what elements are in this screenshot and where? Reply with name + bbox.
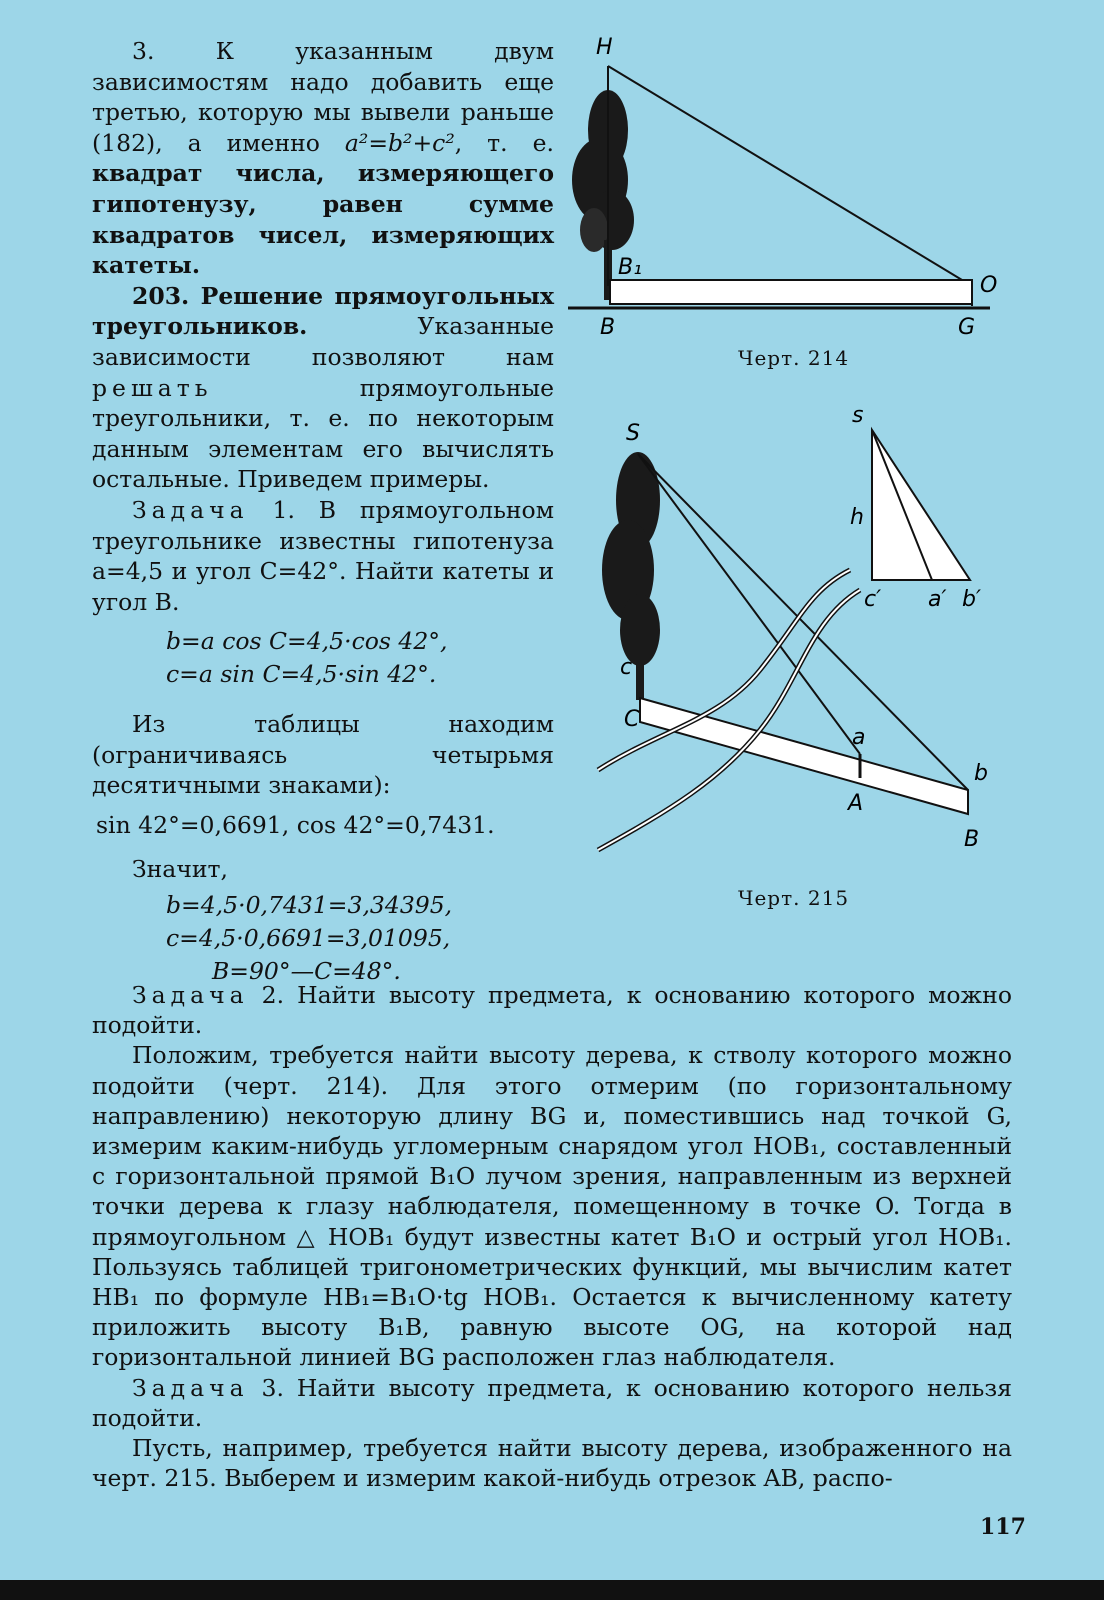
label-b-prime: b′ (962, 587, 981, 612)
figure-214-caption: Черт. 214 (738, 346, 850, 370)
paragraph-item-3: 3. К указанным двум зависимостям надо добавить еще третью, которую мы вывели раньше (182), а именно a²=b²+c², т. е. квадрат числа, измеряющего гипотенузу, равен сумме квадратов чисел, измеряющих катеты. (92, 37, 554, 280)
problem-2: Задача 2. Найти высоту предмета, к основанию которого можно подойти. (92, 981, 1012, 1040)
figure-214 (560, 30, 1000, 360)
similar-triangle (872, 430, 970, 580)
sight-line (608, 66, 972, 286)
page-number: 117 (980, 1514, 1026, 1540)
problem-3-solution: Пусть, например, требуется найти высоту дерева, изображенного на черт. 215. Выберем и измерим какой-нибудь отрезок AB, распо- (92, 1434, 1012, 1493)
label-s: s (852, 403, 864, 428)
figure-215 (580, 400, 1020, 890)
table-values: sin 42°=0,6691, cos 42°=0,7431. (96, 811, 495, 840)
label-h: h (850, 505, 864, 530)
section-title: 203. Решение прямоугольных треугольников. (92, 281, 554, 341)
label-b: b (974, 761, 988, 786)
bottom-border (0, 1580, 1104, 1600)
figure-215-caption: Черт. 215 (738, 886, 850, 910)
label-S: S (626, 421, 640, 446)
label-G: G (958, 315, 976, 340)
label-c: c (620, 655, 633, 680)
label-c-prime: c′ (864, 587, 882, 612)
formula-b-value: b=4,5·0,7431=3,34395, (166, 890, 453, 919)
formula-B-value: B=90°—C=48°. (212, 956, 401, 985)
formula-c-value: c=4,5·0,6691=3,01095, (166, 923, 451, 952)
problem-1: Задача 1. В прямоугольном треугольнике известны гипотенуза a=4,5 и угол C=42°. Найти катеты и угол B. (92, 495, 554, 616)
label-C: C (624, 707, 640, 732)
problem-3: Задача 3. Найти высоту предмета, к основанию которого нельзя подойти. (92, 1373, 1012, 1432)
label-H: H (596, 35, 613, 60)
label-B: B (600, 315, 616, 340)
label-B: B (964, 827, 980, 852)
label-A: A (848, 791, 864, 816)
left-column (92, 36, 554, 988)
label-B1: B₁ (618, 255, 642, 280)
formula-c: c=a sin C=4,5·sin 42°. (166, 660, 437, 689)
full-width-text (92, 980, 1012, 1493)
label-a: a (852, 725, 866, 750)
table-paragraph: Из таблицы находим (ограничиваясь четырьмя десятичными знаками): (92, 710, 554, 800)
label-O: O (980, 273, 998, 298)
label-a-prime: a′ (928, 587, 947, 612)
problem-2-solution: Положим, требуется найти высоту дерева, к стволу которого можно подойти (черт. 214). Для этого отмерим (по горизонтальному направлению) некоторую длину BG и, поместившись над точкой G, измерим каким-нибудь угломерным снарядом угол HOB₁, составленный с горизонтальной прямой B₁O лучом зрения, направленным из верхней точки дерева к глазу наблюдателя, помещенному в точке O. Тогда в прямоугольном △ HOB₁ будут известны катет B₁O и острый угол HOB₁. Пользуясь таблицей тригонометрических функций, мы вычислим катет HB₁ по формуле HB₁=B₁O·tg HOB₁. Остается к вычисленному катету приложить высоту B₁B, равную высоте OG, на которой над горизонтальной линией BG расположен глаз наблюдателя. (92, 1041, 1012, 1372)
section-203: 203. Решение прямоугольных треугольников. Указанные зависимости позволяют нам решать прямоугольные треугольники, т. е. по некоторым данным элементам его вычислять остальные. Приведем примеры. (92, 281, 554, 494)
formula-b: b=a cos C=4,5·cos 42°, (166, 627, 448, 656)
therefore-text: Значит, (132, 855, 228, 884)
